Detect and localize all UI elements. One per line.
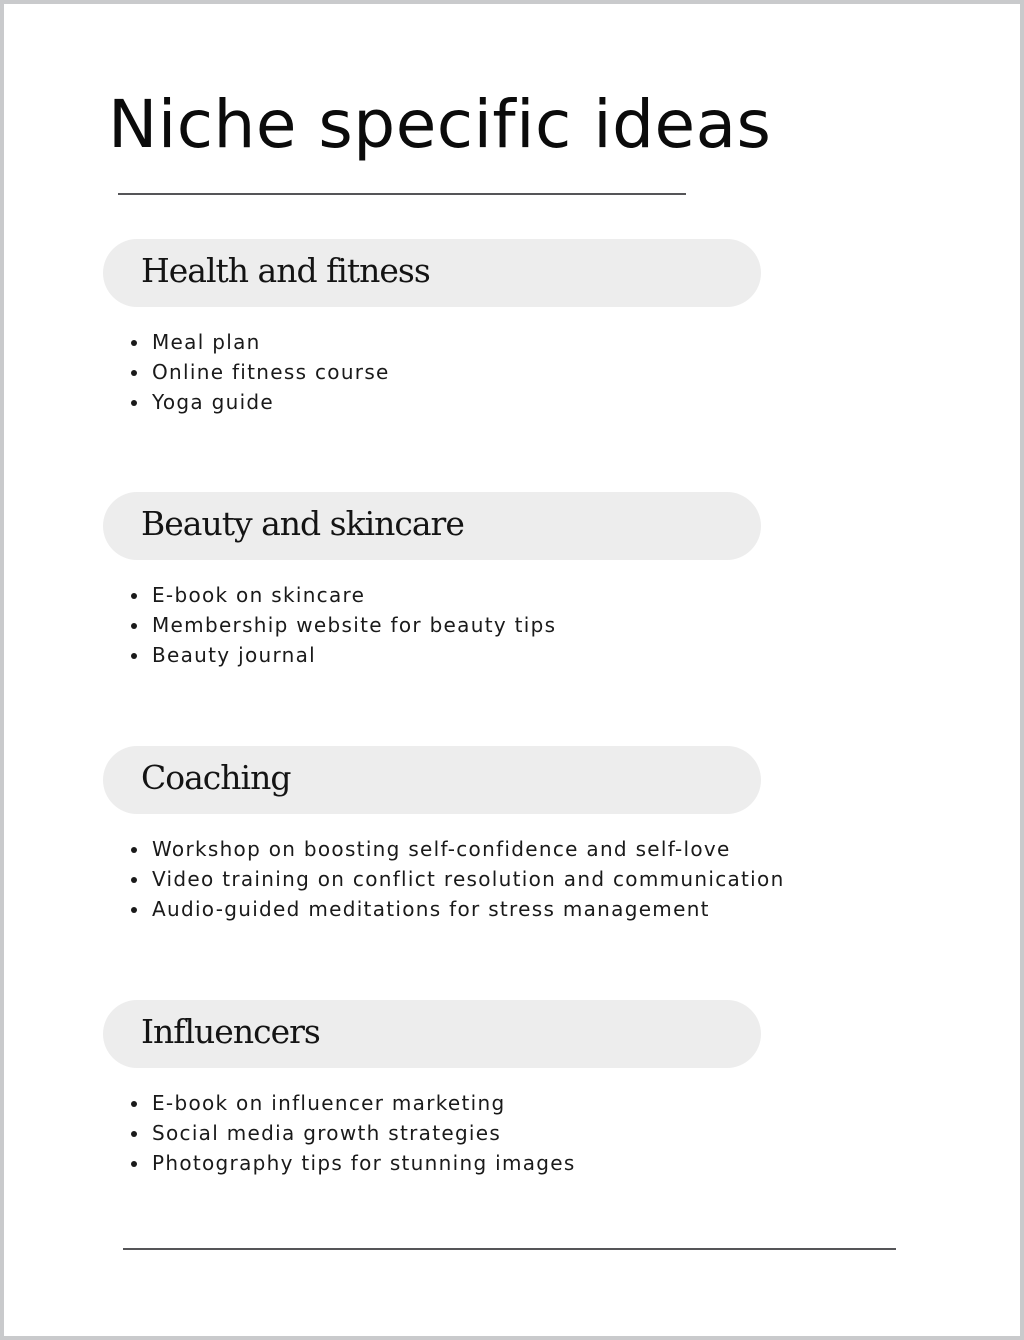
bullet-icon bbox=[131, 847, 137, 853]
list-item-text: Video training on conflict resolution and communication bbox=[152, 867, 785, 891]
list-item bbox=[131, 327, 390, 357]
list-item bbox=[131, 387, 390, 417]
list-item-text: Audio-guided meditations for stress management bbox=[152, 897, 710, 921]
list-item bbox=[131, 1088, 576, 1118]
bullet-icon bbox=[131, 593, 137, 599]
idea-list bbox=[131, 1088, 576, 1178]
list-item-text: Meal plan bbox=[152, 330, 261, 354]
title-divider bbox=[118, 193, 686, 195]
footer-divider bbox=[123, 1248, 896, 1250]
list-item bbox=[131, 1118, 576, 1148]
list-item bbox=[131, 864, 785, 894]
list-item-text: Membership website for beauty tips bbox=[152, 613, 557, 637]
list-item-text: Workshop on boosting self-confidence and self-love bbox=[152, 837, 731, 861]
list-item-text: Yoga guide bbox=[152, 390, 275, 414]
list-item bbox=[131, 894, 785, 924]
section-heading: Health and fitness bbox=[141, 251, 430, 290]
section-heading-pill bbox=[103, 492, 761, 560]
bullet-icon bbox=[131, 907, 137, 913]
list-item bbox=[131, 357, 390, 387]
bullet-icon bbox=[131, 370, 137, 376]
section-heading: Beauty and skincare bbox=[141, 504, 464, 543]
list-item-text: Beauty journal bbox=[152, 643, 317, 667]
list-item-text: Photography tips for stunning images bbox=[152, 1151, 576, 1175]
bullet-icon bbox=[131, 877, 137, 883]
bullet-icon bbox=[131, 653, 137, 659]
list-item-text: E-book on influencer marketing bbox=[152, 1091, 506, 1115]
list-item bbox=[131, 580, 556, 610]
page-title: Niche specific ideas bbox=[108, 86, 772, 163]
bullet-icon bbox=[131, 1101, 137, 1107]
idea-list bbox=[131, 580, 556, 670]
list-item-text: E-book on skincare bbox=[152, 583, 366, 607]
list-item bbox=[131, 640, 556, 670]
section-heading-pill bbox=[103, 1000, 761, 1068]
idea-list bbox=[131, 327, 390, 417]
section-heading-pill bbox=[103, 746, 761, 814]
list-item-text: Online fitness course bbox=[152, 360, 390, 384]
bullet-icon bbox=[131, 400, 137, 406]
list-item bbox=[131, 1148, 576, 1178]
idea-list bbox=[131, 834, 785, 924]
section-heading-pill bbox=[103, 239, 761, 307]
list-item-text: Social media growth strategies bbox=[152, 1121, 502, 1145]
section-heading: Influencers bbox=[141, 1012, 320, 1051]
bullet-icon bbox=[131, 1161, 137, 1167]
list-item bbox=[131, 610, 556, 640]
section-heading: Coaching bbox=[141, 758, 291, 797]
list-item bbox=[131, 834, 785, 864]
bullet-icon bbox=[131, 1131, 137, 1137]
bullet-icon bbox=[131, 340, 137, 346]
bullet-icon bbox=[131, 623, 137, 629]
